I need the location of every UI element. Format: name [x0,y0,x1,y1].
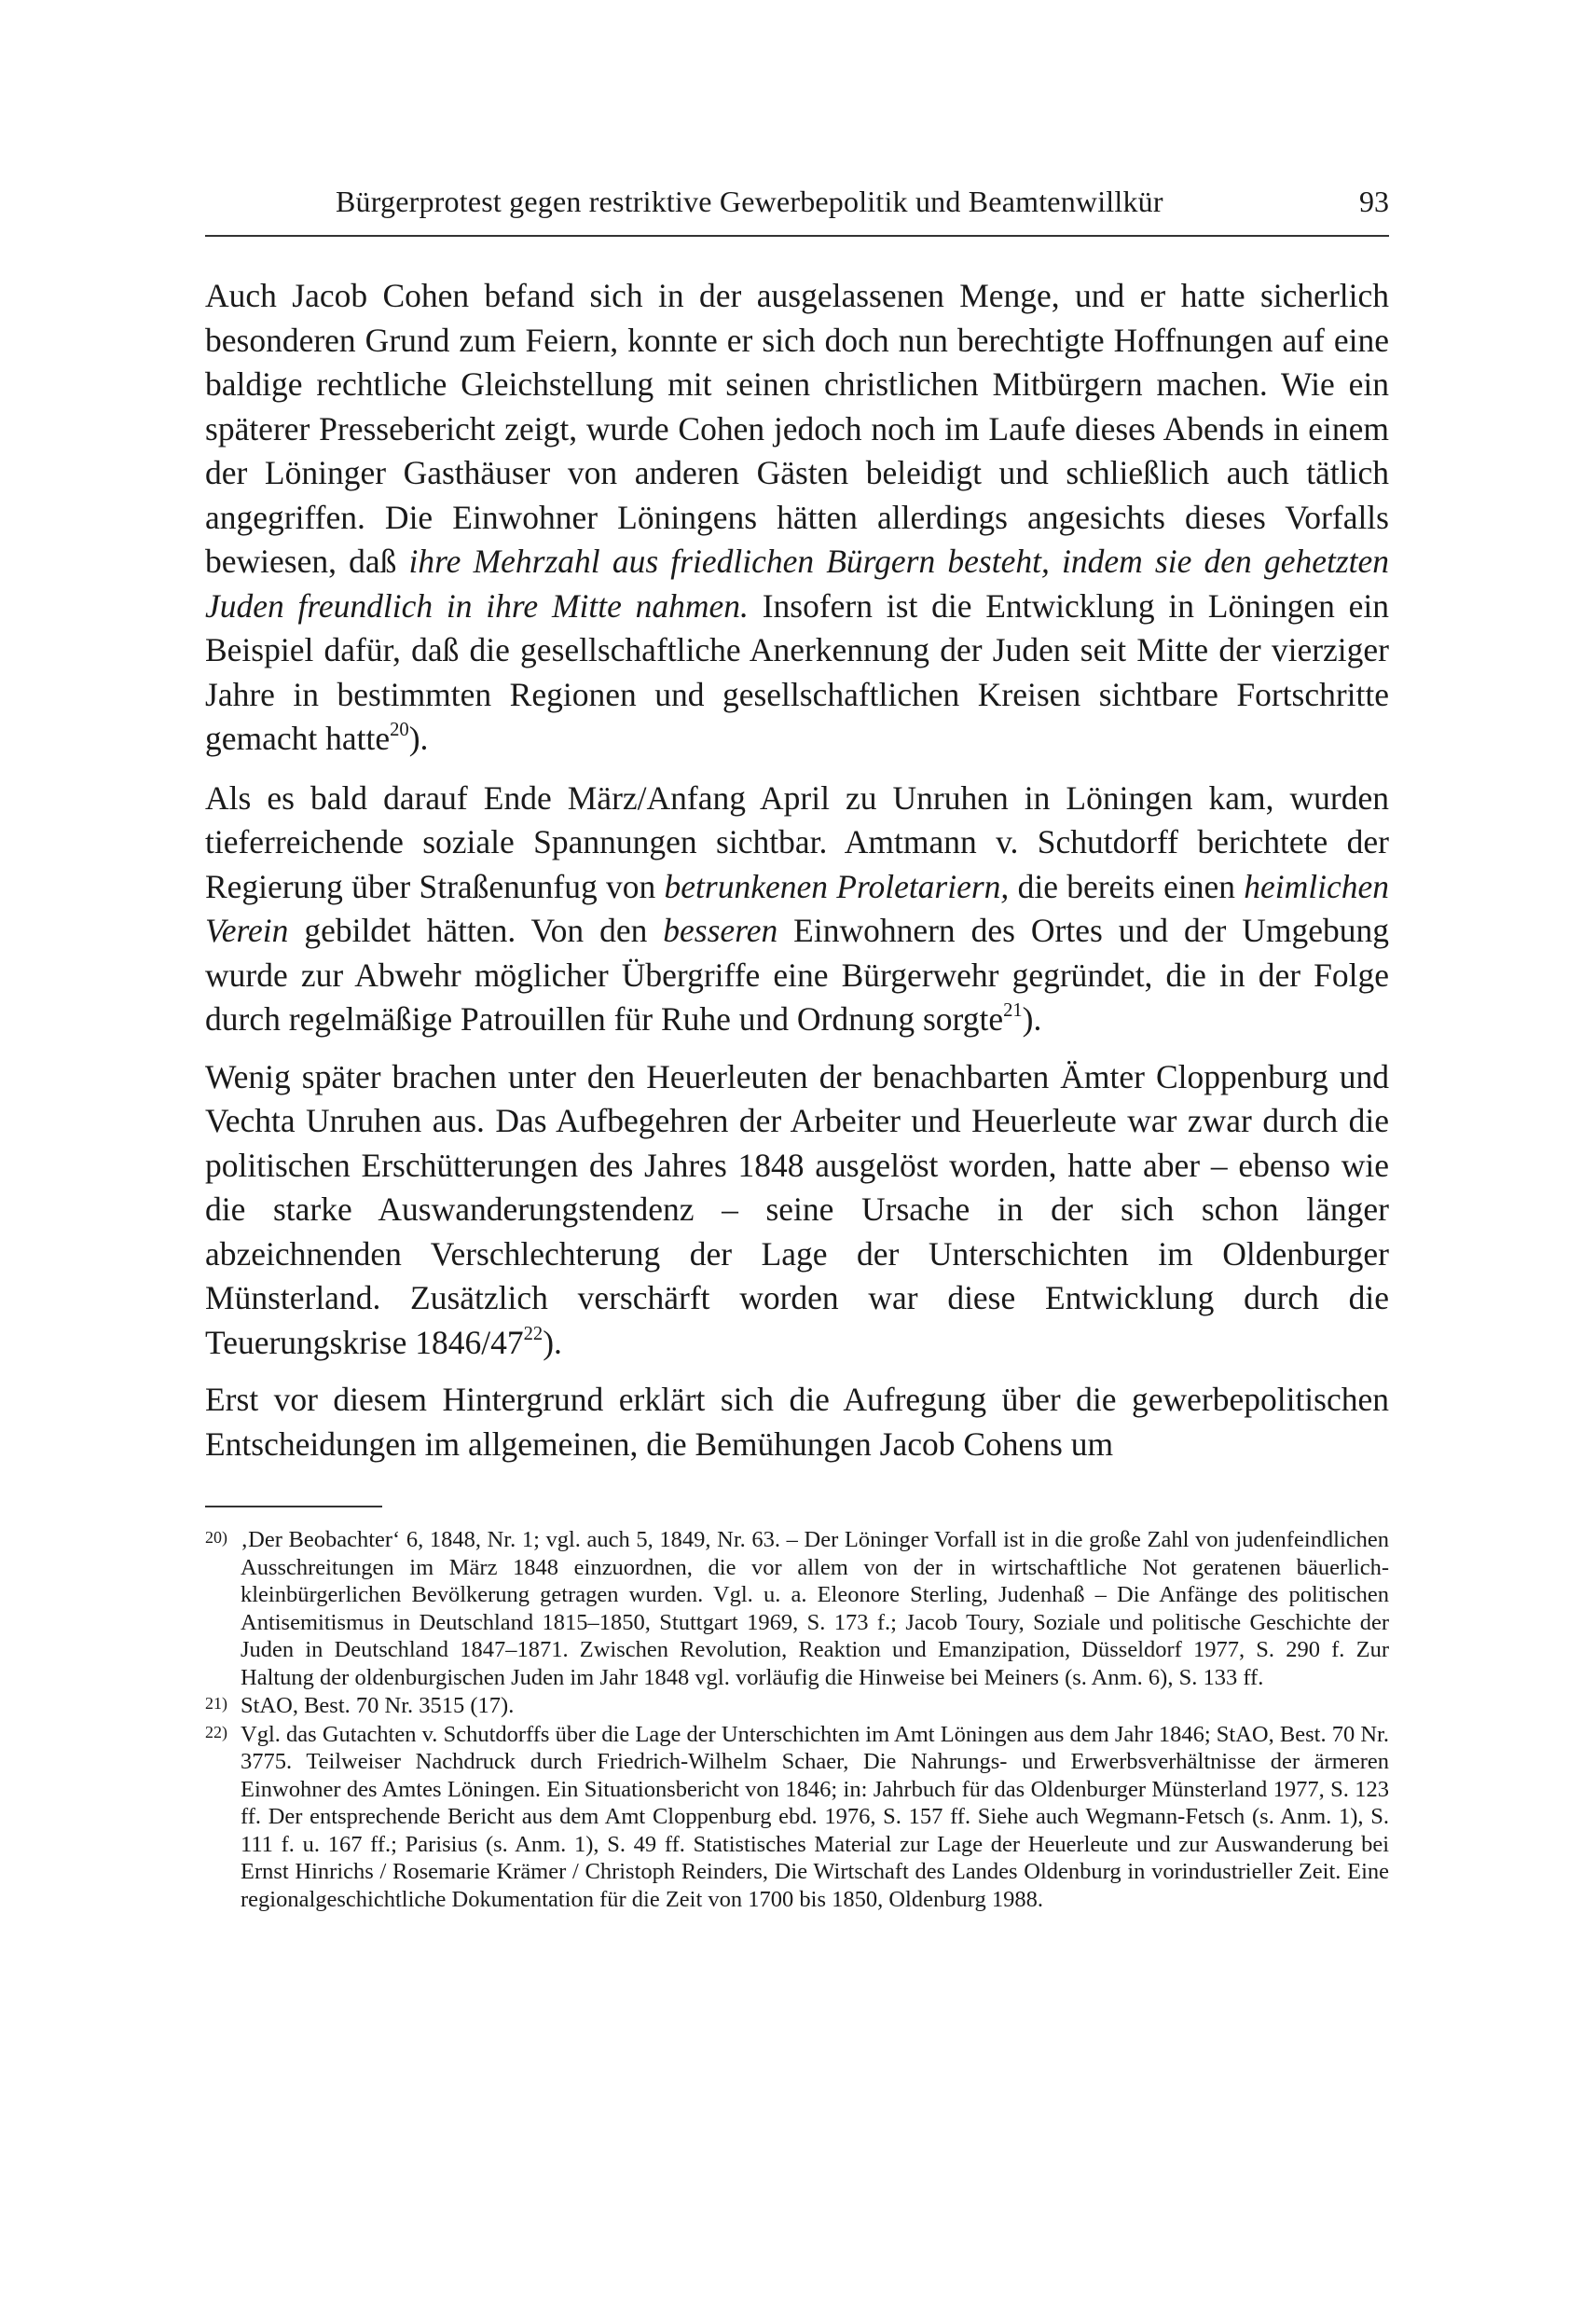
footnote [205,1721,1389,1914]
page-number: 93 [1359,185,1389,218]
footnote [205,1526,1389,1691]
footnote-reference: 20 [390,720,409,741]
footnote-text: StAO, Best. 70 Nr. 3515 (17). [241,1693,515,1718]
book-page [205,177,1389,2172]
running-title: Bürgerprotest gegen restriktive Gewerbepolitik und Beamtenwillkür [336,185,1163,218]
italic-quote: heimlichen Verein [205,867,1390,949]
body-paragraph [205,777,1389,1042]
footnote [205,1692,1389,1720]
footnote-reference: 22 [523,1323,543,1344]
footnote-number: 20) [205,1528,227,1547]
text-segment: gebildet hätten. Von den [288,912,664,949]
footnote-number: 21) [205,1694,227,1713]
body-paragraph [205,274,1389,762]
text-segment: Auch Jacob Cohen befand sich in der ausgelassenen Menge, und er hatte sicherlich besonderen Grund zum Feiern, konnte er sich doch nun berechtigte Hoffnungen auf eine baldige rechtliche Gleichstellung mit seinen christlichen Mitbürgern machen. Wie ein späterer Pressebericht zeigt, wurde Cohen jedoch noch im Laufe dieses Abends in einem der Löninger Gasthäuser von anderen Gästen beleidigt und schließlich auch tätlich angegriffen. Die Einwohner Löningens hätten allerdings angesichts dieses Vorfalls bewiesen, daß [205,277,1389,580]
italic-quote: besseren [663,912,778,949]
text-segment: Erst vor diesem Hintergrund erklärt sich die Aufregung über die gewerbepolitischen Entscheidungen im allgemeinen, die Bemühungen Jacob Cohens um [205,1381,1389,1463]
body-paragraph [205,1055,1389,1366]
text-segment: ). [1022,1000,1042,1038]
text-segment: Als es bald darauf Ende März/Anfang April zu Unruhen in Löningen kam, wurden tieferreichende soziale Spannungen sichtbar. Amtmann v. Schutdorff berichtete der Regierung über Straßenunfug von [205,778,1389,905]
footnote-text: Vgl. das Gutachten v. Schutdorffs über die Lage der Unterschichten im Amt Löningen aus dem Jahr 1846; StAO, Best. 70 Nr. 3775. Teilweiser Nachdruck durch Friedrich-Wilhelm Schaer, Die Nahrungs- und Erwerbsverhältnisse der ärmeren Einwohner des Amtes Löningen. Ein Situationsbericht von 1846; in: Jahrbuch für das Oldenburger Münsterland 1977, S. 123 ff. Der entsprechende Bericht aus dem Amt Cloppenburg ebd. 1976, S. 157 ff. Siehe auch Wegmann-Fetsch (s. Anm. 1), S. 111 f. u. 167 ff.; Parisius (s. Anm. 1), S. 49 ff. Statistisches Material zur Lage der Heuerleute und zur Auswanderung bei Ernst Hinrichs / Rosemarie Krämer / Christoph Reinders, Die Wirtschaft des Landes Oldenburg in vorindustrieller Zeit. Eine regionalgeschichtliche Dokumentation für die Zeit von 1700 bis 1850, Oldenburg 1988. [241,1721,1389,1912]
italic-quote: betrunkenen Proletariern, [664,867,1010,905]
body-paragraph [205,1378,1389,1466]
footnote-number: 22) [205,1722,227,1741]
text-segment: ). [543,1323,562,1361]
text-segment: ). [408,720,429,757]
footnote-divider [205,1506,382,1507]
footnote-reference: 21 [1003,1000,1023,1022]
footnote-text: ‚Der Beobachter‘ 6, 1848, Nr. 1; vgl. auch 5, 1849, Nr. 63. – Der Löninger Vorfall ist in die große Zahl von judenfeindlichen Ausschreitungen im März 1848 einzuordnen, die vor allem von der in wirtschaftliche Not geratenen bäuerlich-kleinbürgerlichen Bevölkerung getragen wurden. Vgl. u. a. Eleonore Sterling, Judenhaß – Die Anfänge des politischen Antisemitismus in Deutschland 1815–1850, Stuttgart 1969, S. 173 f.; Jacob Toury, Soziale und politische Geschichte der Juden in Deutschland 1847–1871. Zwischen Revolution, Reaktion und Emanzipation, Düsseldorf 1977, S. 290 f. Zur Haltung der oldenburgischen Juden im Jahr 1848 vgl. vorläufig die Hinweise bei Meiners (s. Anm. 6), S. 133 ff. [241,1527,1389,1690]
body-text [205,274,1389,1466]
text-segment: Einwohnern des Ortes und der Umgebung wurde zur Abwehr möglicher Übergriffe eine Bürgerwehr gegründet, die in der Folge durch regelmäßige Patrouillen für Ruhe und Ordnung sorgte [205,912,1389,1038]
italic-quote: ihre Mehrzahl aus friedlichen Bürgern besteht, indem sie den gehetzten Juden freundlich in ihre Mitte nahmen. [205,543,1390,625]
text-segment: die bereits einen [1009,867,1245,905]
running-header [205,177,1389,237]
text-segment: Insofern ist die Entwicklung in Löningen ein Beispiel dafür, daß die gesellschaftliche Anerkennung der Juden seit Mitte der vierziger Jahre in bestimmten Regionen und gesellschaftlichen Kreisen sichtbare Fortschritte gemacht hatte [205,586,1390,757]
footnotes [205,1526,1389,1913]
text-segment: Wenig später brachen unter den Heuerleuten der benachbarten Ämter Cloppenburg und Vechta Unruhen aus. Das Aufbegehren der Arbeiter und Heuerleute war zwar durch die politischen Erschütterungen des Jahres 1848 ausgelöst worden, hatte aber – ebenso wie die starke Auswanderungstendenz – seine Ursache in der sich schon länger abzeichnenden Verschlechterung der Lage der Unterschichten im Oldenburger Münsterland. Zusätzlich verschärft worden war diese Entwicklung durch die Teuerungskrise 1846/47 [205,1057,1389,1361]
